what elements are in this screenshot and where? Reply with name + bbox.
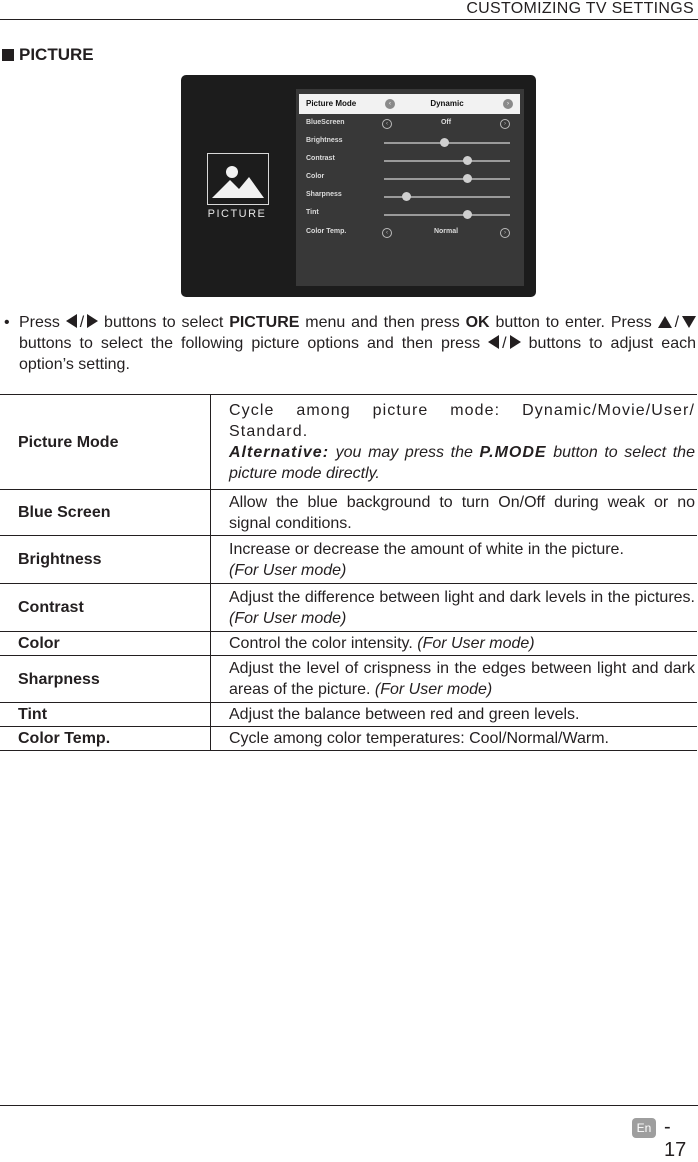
arrow-right-icon xyxy=(87,314,98,328)
instruction-bullet xyxy=(0,312,696,375)
chevron-left-icon: ‹ xyxy=(382,228,392,238)
arrow-down-icon xyxy=(682,316,696,328)
chevron-left-icon: ‹ xyxy=(382,119,392,129)
option-description xyxy=(211,656,698,703)
option-description: Adjust the balance between red and green levels. xyxy=(211,703,698,727)
arrow-up-icon xyxy=(658,316,672,328)
table-row xyxy=(0,727,697,751)
option-description xyxy=(211,395,698,490)
osd-row-picture-mode xyxy=(299,94,520,114)
osd-row-sharpness xyxy=(296,188,524,206)
option-name: Tint xyxy=(0,703,211,727)
option-desc-text: Increase or decrease the amount of white in the picture. xyxy=(229,540,624,558)
arrow-right-icon xyxy=(510,335,521,349)
user-mode-note: (For User mode) xyxy=(417,635,535,652)
picture-tile xyxy=(207,153,269,205)
text-press: Press xyxy=(19,314,60,331)
option-description xyxy=(211,536,698,584)
user-mode-note: (For User mode) xyxy=(229,561,347,579)
osd-row-value: Dynamic xyxy=(430,99,464,108)
osd-row-value: Normal xyxy=(433,228,459,235)
table-row xyxy=(0,584,697,632)
picture-landscape-icon xyxy=(208,154,268,204)
alternative-label: Alternative: xyxy=(229,444,330,461)
table-row xyxy=(0,395,697,490)
section-title: PICTURE xyxy=(19,45,94,64)
contrast-slider-knob xyxy=(463,156,472,165)
alternative-text-b: button to select the picture mode directly. xyxy=(229,444,695,482)
option-description xyxy=(211,584,698,632)
osd-row-contrast xyxy=(296,152,524,170)
pmode-key: P.MODE xyxy=(479,444,547,461)
osd-row-label: Sharpness xyxy=(306,191,342,198)
instruction-paragraph xyxy=(0,312,696,375)
table-row xyxy=(0,490,697,536)
chevron-left-icon: ‹ xyxy=(385,99,395,109)
chevron-right-icon: › xyxy=(500,119,510,129)
tint-slider-knob xyxy=(463,210,472,219)
osd-row-color-temp xyxy=(296,225,524,243)
osd-row-tint xyxy=(296,206,524,224)
user-mode-note: (For User mode) xyxy=(229,609,347,627)
option-name: Blue Screen xyxy=(0,490,211,536)
table-row xyxy=(0,536,697,584)
table-row xyxy=(0,632,697,656)
footer-rule xyxy=(0,1105,698,1106)
option-description xyxy=(211,632,698,656)
header-rule xyxy=(0,19,698,20)
chevron-right-icon: › xyxy=(503,99,513,109)
osd-row-value: Off xyxy=(440,119,452,126)
alternative-note xyxy=(229,444,695,482)
brightness-slider-knob xyxy=(440,138,449,147)
osd-row-label: BlueScreen xyxy=(306,119,345,126)
option-name: Color Temp. xyxy=(0,727,211,751)
section-heading xyxy=(2,45,94,65)
osd-row-label: Contrast xyxy=(306,155,335,162)
option-desc-text: Adjust the level of crispness in the edges between light and dark areas of the picture. xyxy=(229,660,695,698)
bullet-dot: • xyxy=(4,314,10,331)
option-desc-text: Cycle among picture mode: Dynamic/Movie/User/ Standard. xyxy=(229,402,695,440)
osd-row-brightness xyxy=(296,134,524,152)
picture-options-table xyxy=(0,394,697,751)
text-button-to-enter: button to enter. xyxy=(495,314,605,331)
osd-row-bluescreen xyxy=(296,116,524,134)
option-name: Contrast xyxy=(0,584,211,632)
text-picture-menu: PICTURE xyxy=(229,314,300,331)
section-square-icon xyxy=(2,49,14,61)
arrow-left-icon xyxy=(488,335,499,349)
osd-row-label: Brightness xyxy=(306,137,343,144)
option-desc-text: Control the color intensity. xyxy=(229,635,413,652)
tv-screen-illustration xyxy=(181,75,536,297)
user-mode-note: (For User mode) xyxy=(374,681,493,698)
header-title: CUSTOMIZING TV SETTINGS xyxy=(466,0,694,17)
alternative-text-a: you may press the xyxy=(335,444,473,461)
text-adjust-setting: buttons to adjust each option’s setting. xyxy=(19,335,696,373)
picture-tile-label: PICTURE xyxy=(207,208,267,220)
text-press-2: Press xyxy=(610,314,652,331)
osd-row-label: Picture Mode xyxy=(306,99,357,108)
sharpness-slider-knob xyxy=(402,192,411,201)
table-row xyxy=(0,656,697,703)
osd-row-label: Tint xyxy=(306,209,319,216)
text-select-options: buttons to select the following picture options and then press xyxy=(19,335,481,352)
option-name: Picture Mode xyxy=(0,395,211,490)
tint-slider-track xyxy=(384,214,510,216)
option-desc-text: Adjust the difference between light and dark levels in the pictures. xyxy=(229,588,695,606)
slash-separator: / xyxy=(79,314,85,331)
option-description: Allow the blue background to turn On/Off during weak or no signal conditions. xyxy=(211,490,698,536)
color-slider-knob xyxy=(463,174,472,183)
option-description: Cycle among color temperatures: Cool/Normal/Warm. xyxy=(211,727,698,751)
slash-separator: / xyxy=(674,314,680,331)
text-ok-key: OK xyxy=(465,314,490,331)
slash-separator: / xyxy=(502,335,507,352)
option-name: Brightness xyxy=(0,536,211,584)
language-badge: En xyxy=(632,1118,656,1138)
osd-row-label: Color Temp. xyxy=(306,228,347,235)
osd-row-label: Color xyxy=(306,173,325,180)
color-slider-track xyxy=(384,178,510,180)
text-buttons-to-select: buttons to select xyxy=(104,314,224,331)
table-row xyxy=(0,703,697,727)
picture-osd-menu xyxy=(296,89,524,286)
option-name: Color xyxy=(0,632,211,656)
osd-row-color xyxy=(296,170,524,188)
arrow-left-icon xyxy=(66,314,77,328)
option-name: Sharpness xyxy=(0,656,211,703)
page-number: - 17 xyxy=(664,1116,687,1161)
text-menu-then-press: menu and then press xyxy=(305,314,460,331)
contrast-slider-track xyxy=(384,160,510,162)
chevron-right-icon: › xyxy=(500,228,510,238)
